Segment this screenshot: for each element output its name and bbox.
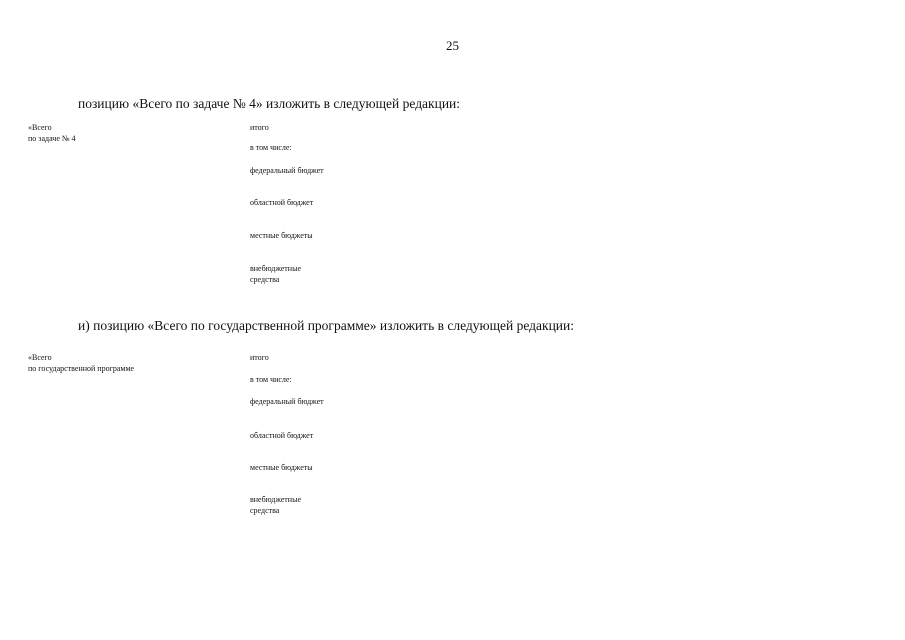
section2-label — [28, 352, 134, 374]
row-name: внебюджетные средства — [250, 264, 301, 284]
section2-label-line1: «Всего — [28, 353, 52, 362]
section1-label-line2: по задаче № 4 — [28, 134, 76, 143]
row-name: в том числе: — [250, 375, 292, 384]
row-name: местные бюджеты — [250, 231, 313, 240]
row-name: местные бюджеты — [250, 463, 313, 472]
section1-label — [28, 122, 76, 144]
section1-label-line1: «Всего — [28, 123, 52, 132]
page-number: 25 — [446, 38, 459, 53]
section2-label-line2: по государственной программе — [28, 364, 135, 373]
row-name: внебюджетные средства — [250, 495, 301, 515]
row-name: областной бюджет — [250, 431, 314, 440]
row-name: в том числе: — [250, 143, 292, 152]
row-name: итого — [250, 353, 269, 362]
row-name: федеральный бюджет — [250, 166, 324, 175]
row-name: федеральный бюджет — [250, 397, 324, 406]
row-name: итого — [250, 123, 269, 132]
section2-instruction: и) позицию «Всего по государственной программе» изложить в следующей редакции: — [78, 318, 574, 333]
section1-instruction: позицию «Всего по задаче № 4» изложить в следующей редакции: — [78, 96, 461, 111]
row-name: областной бюджет — [250, 198, 314, 207]
